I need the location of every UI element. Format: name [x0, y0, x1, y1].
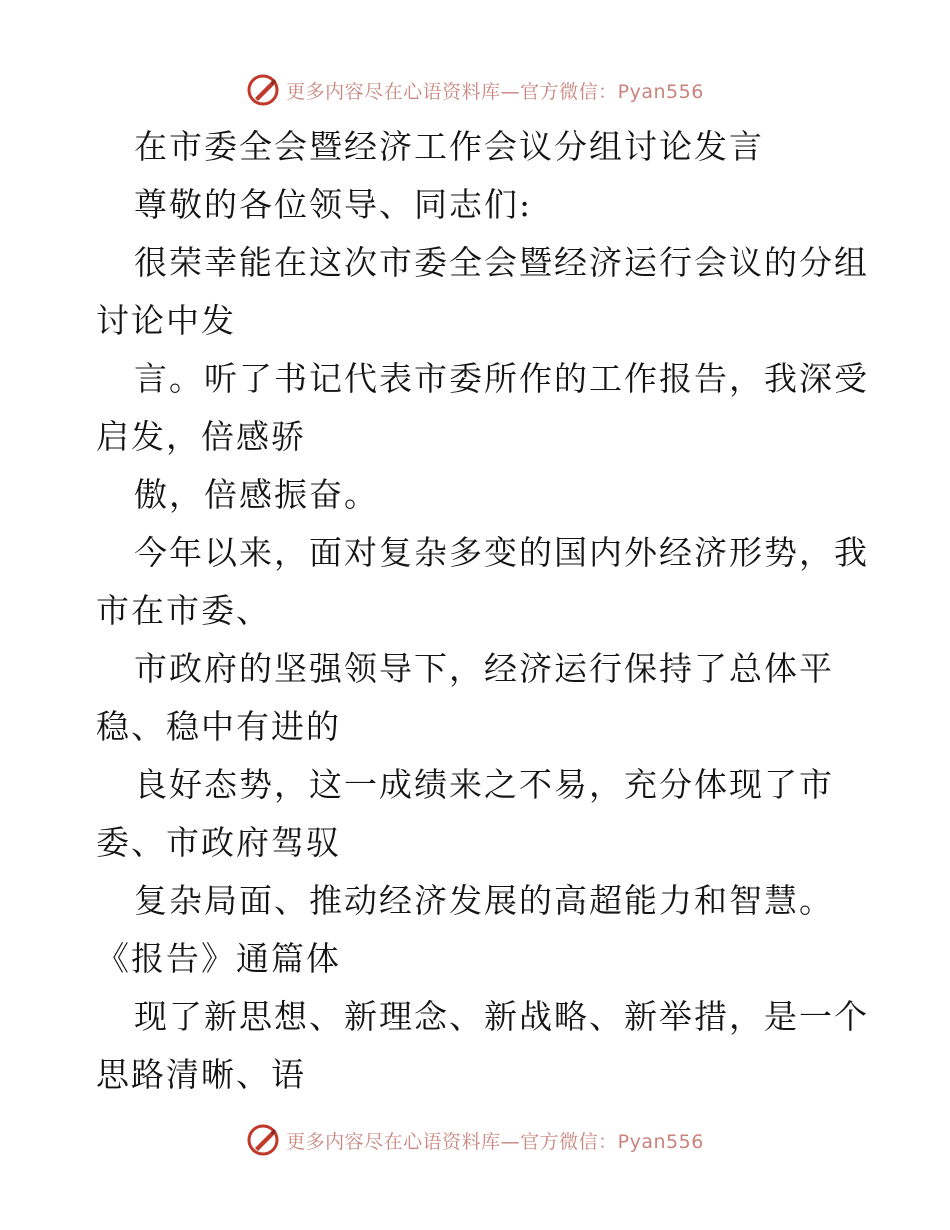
paragraph-line: 复杂局面、推动经济发展的高超能力和智慧。: [134, 881, 834, 920]
paragraph-line: 稳、稳中有进的: [96, 707, 341, 746]
watermark-text: 更多内容尽在心语资料库—官方微信：Pyan556: [286, 1130, 704, 1153]
paragraph-line: 讨论中发: [96, 301, 236, 340]
document-body: [96, 118, 869, 1104]
paragraph-line: 很荣幸能在这次市委全会暨经济运行会议的分组: [134, 243, 869, 282]
header-watermark: [0, 70, 950, 110]
paragraph-line: 今年以来，面对复杂多变的国内外经济形势，我: [134, 533, 869, 572]
paragraph-line: 良好态势，这一成绩来之不易，充分体现了市: [134, 765, 834, 804]
paragraph-line: 言。听了书记代表市委所作的工作报告，我深受: [134, 359, 869, 398]
paragraph-line: 启发，倍感骄: [96, 417, 306, 456]
salutation: 尊敬的各位领导、同志们:: [134, 185, 533, 224]
paragraph-line: 现了新思想、新理念、新战略、新举措，是一个: [134, 997, 869, 1036]
pen-circle-logo-icon: [246, 1123, 280, 1157]
paragraph-line: 《报告》通篇体: [96, 939, 341, 978]
paragraph-line: 傲，倍感振奋。: [134, 475, 379, 514]
pen-circle-logo-icon: [246, 73, 280, 107]
watermark-text: 更多内容尽在心语资料库—官方微信：Pyan556: [286, 80, 704, 103]
paragraph-line: 市政府的坚强领导下，经济运行保持了总体平: [134, 649, 834, 688]
footer-watermark: [0, 1120, 950, 1160]
paragraph-line: 委、市政府驾驭: [96, 823, 341, 862]
paragraph-line: 思路清晰、语: [96, 1055, 306, 1094]
paragraph-line: 市在市委、: [96, 591, 271, 630]
document-title: 在市委全会暨经济工作会议分组讨论发言: [134, 127, 764, 166]
